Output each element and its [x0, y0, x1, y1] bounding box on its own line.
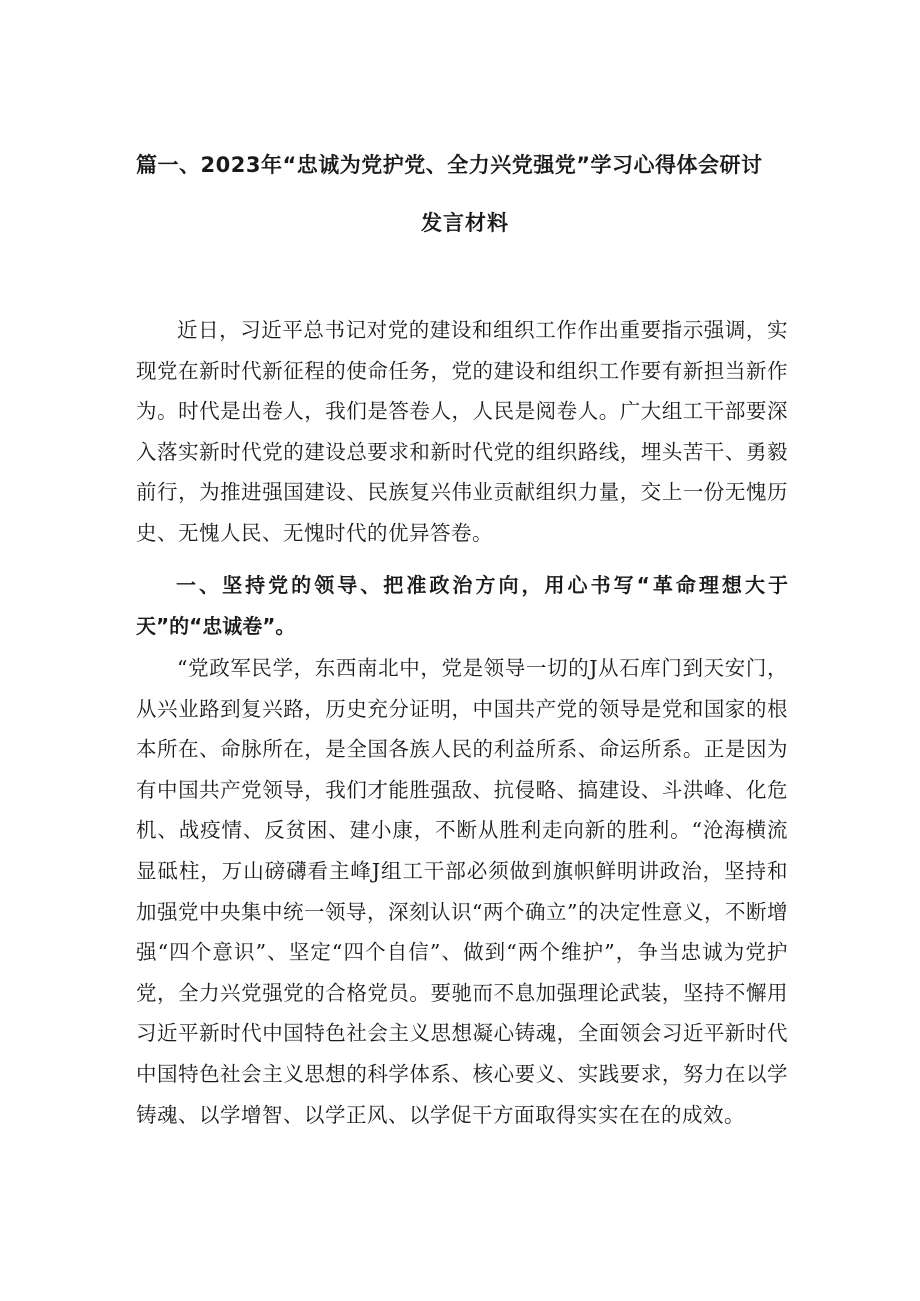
paragraph-intro: 近日，习近平总书记对党的建设和组织工作作出重要指示强调，实现党在新时代新征程的使命任务，党的建设和组织工作要有新担当新作为。时代是出卷人，我们是答卷人，人民是阅卷人。广大组工干部要深入落实新时代党的建设总要求和新时代党的组织路线，埋头苦干、勇毅前行，为推进强国建设、民族复兴伟业贡献组织力量，交上一份无愧历史、无愧人民、无愧时代的优异答卷。: [136, 318, 788, 545]
paragraph-section-1: “党政军民学，东西南北中，党是领导一切的J从石库门到天安门，从兴业路到复兴路，历史充分证明，中国共产党的领导是党和国家的根本所在、命脉所在，是全国各族人民的利益所系、命运所系。正是因为有中国共产党领导，我们才能胜强敌、抗侵略、搞建设、斗洪峰、化危机、战疫情、反贫困、建小康，不断从胜利走向新的胜利。“沧海横流显砥柱，万山磅礴看主峰J组工干部必须做到旗帜鲜明讲政治，坚持和加强党中央集中统一领导，深刻认识“两个确立”的决定性意义，不断增强“四个意识”、坚定“四个自信”、做到“两个维护”，争当忠诚为党护党，全力兴党强党的合格党员。要驰而不息加强理论武装，坚持不懈用习近平新时代中国特色社会主义思想凝心铸魂，全面领会习近平新时代中国特色社会主义思想的科学体系、核心要义、实践要求，努力在以学铸魂、以学增智、以学正风、以学促干方面取得实实在在的成效。: [136, 656, 788, 1127]
document-title-line2: 发言材料: [421, 211, 509, 235]
document-title-line1: 篇一、2023年“忠诚为党护党、全力兴党强党”学习心得体会研讨: [136, 153, 763, 177]
section-heading-1: 一、坚持党的领导、把准政治方向，用心书写“革命理想大于天”的“忠诚卷”。: [136, 573, 788, 638]
